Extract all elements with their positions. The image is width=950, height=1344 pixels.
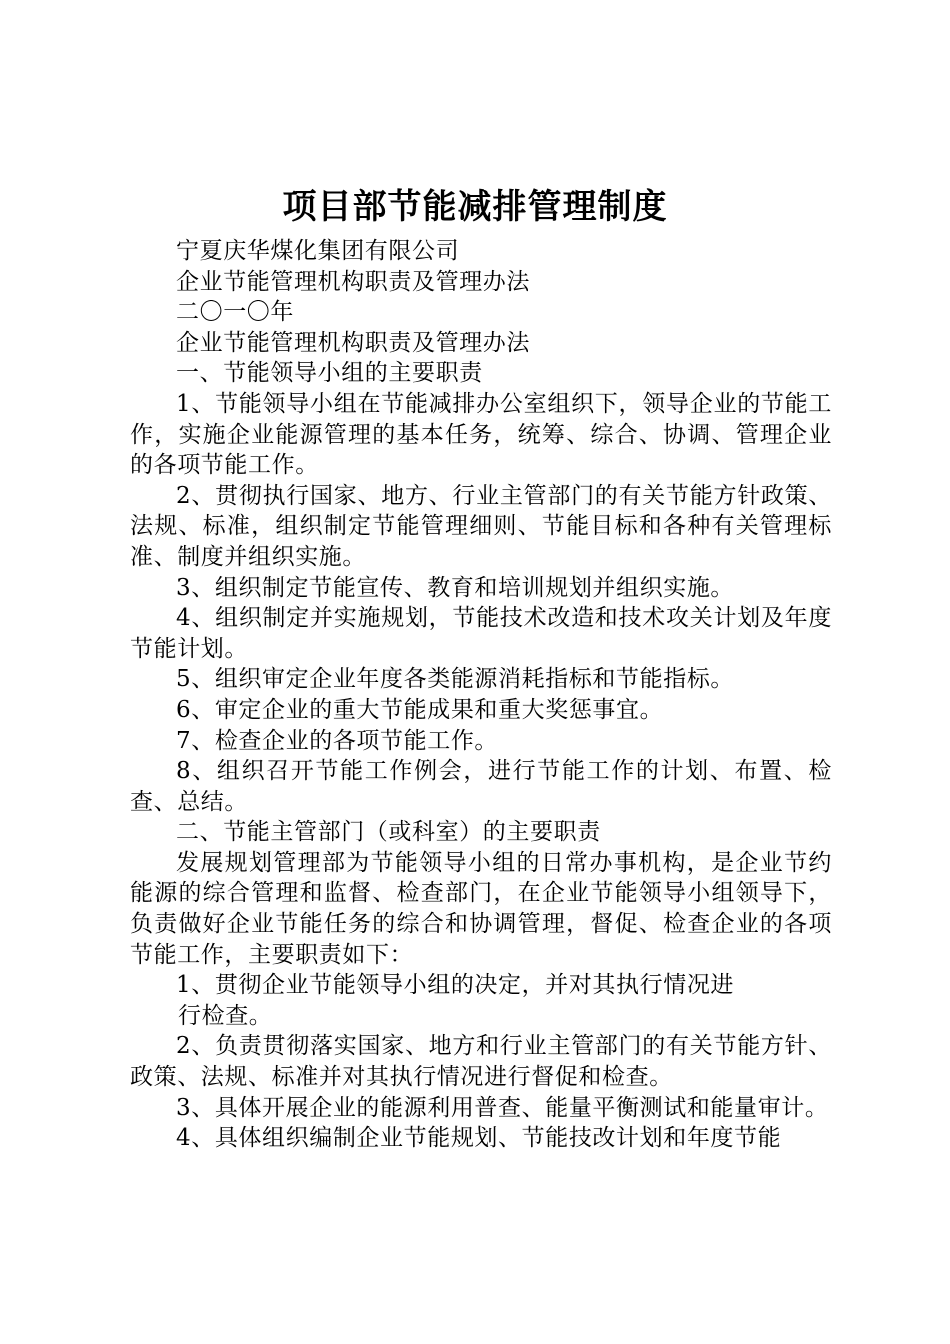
body-paragraph: 宁夏庆华煤化集团有限公司 (176, 238, 460, 264)
body-paragraph: 二〇一〇年 (176, 299, 294, 326)
body-paragraph: 2、贯彻执行国家、地方、行业主管部门的有关节能方针政策、法规、标准，组织制定节能管理细则、节能目标和各种有关管理标准、制度并组织实施。 (130, 482, 832, 570)
body-paragraph: 1、节能领导小组在节能减排办公室组织下，领导企业的节能工作，实施企业能源管理的基本任务，统筹、综合、协调、管理企业的各项节能工作。 (130, 390, 832, 479)
body-paragraph: 3、组织制定节能宣传、教育和培训规划并组织实施。 (176, 574, 735, 601)
body-paragraph: 5、组织审定企业年度各类能源消耗指标和节能指标。 (176, 666, 735, 693)
body-paragraph: 3、具体开展企业的能源利用普查、能量平衡测试和能量审计。 (176, 1094, 829, 1121)
body-paragraph: 企业节能管理机构职责及管理办法 (176, 268, 530, 295)
body-paragraph: 发展规划管理部为节能领导小组的日常办事机构，是企业节约能源的综合管理和监督、检查部门，在企业节能领导小组领导下，负责做好企业节能任务的综合和协调管理，督促、检查企业的各项节能工作，主要职责如下： (130, 849, 832, 968)
document-body (130, 236, 832, 1154)
body-paragraph: 二、节能主管部门（或科室）的主要职责 (176, 819, 601, 846)
body-paragraph: 一、节能领导小组的主要职责 (176, 360, 483, 387)
body-paragraph: 2、负责贯彻落实国家、地方和行业主管部门的有关节能方针、政策、法规、标准并对其执行情况进行督促和检查。 (130, 1033, 832, 1091)
body-paragraph: 8、组织召开节能工作例会，进行节能工作的计划、布置、检查、总结。 (130, 758, 832, 815)
body-paragraph: 1、贯彻企业节能领导小组的决定，并对其执行情况进 (176, 972, 735, 999)
body-paragraph: 4、组织制定并实施规划，节能技术改造和技术攻关计划及年度节能计划。 (130, 605, 832, 662)
body-paragraph: 行检查。 (178, 1002, 273, 1029)
body-paragraph: 6、审定企业的重大节能成果和重大奖惩事宜。 (176, 696, 664, 723)
document-title: 项目部节能减排管理制度 (282, 187, 668, 227)
body-paragraph: 7、检查企业的各项节能工作。 (176, 727, 499, 754)
body-paragraph: 企业节能管理机构职责及管理办法 (176, 329, 530, 356)
body-paragraph: 4、具体组织编制企业节能规划、节能技改计划和年度节能 (176, 1125, 782, 1152)
